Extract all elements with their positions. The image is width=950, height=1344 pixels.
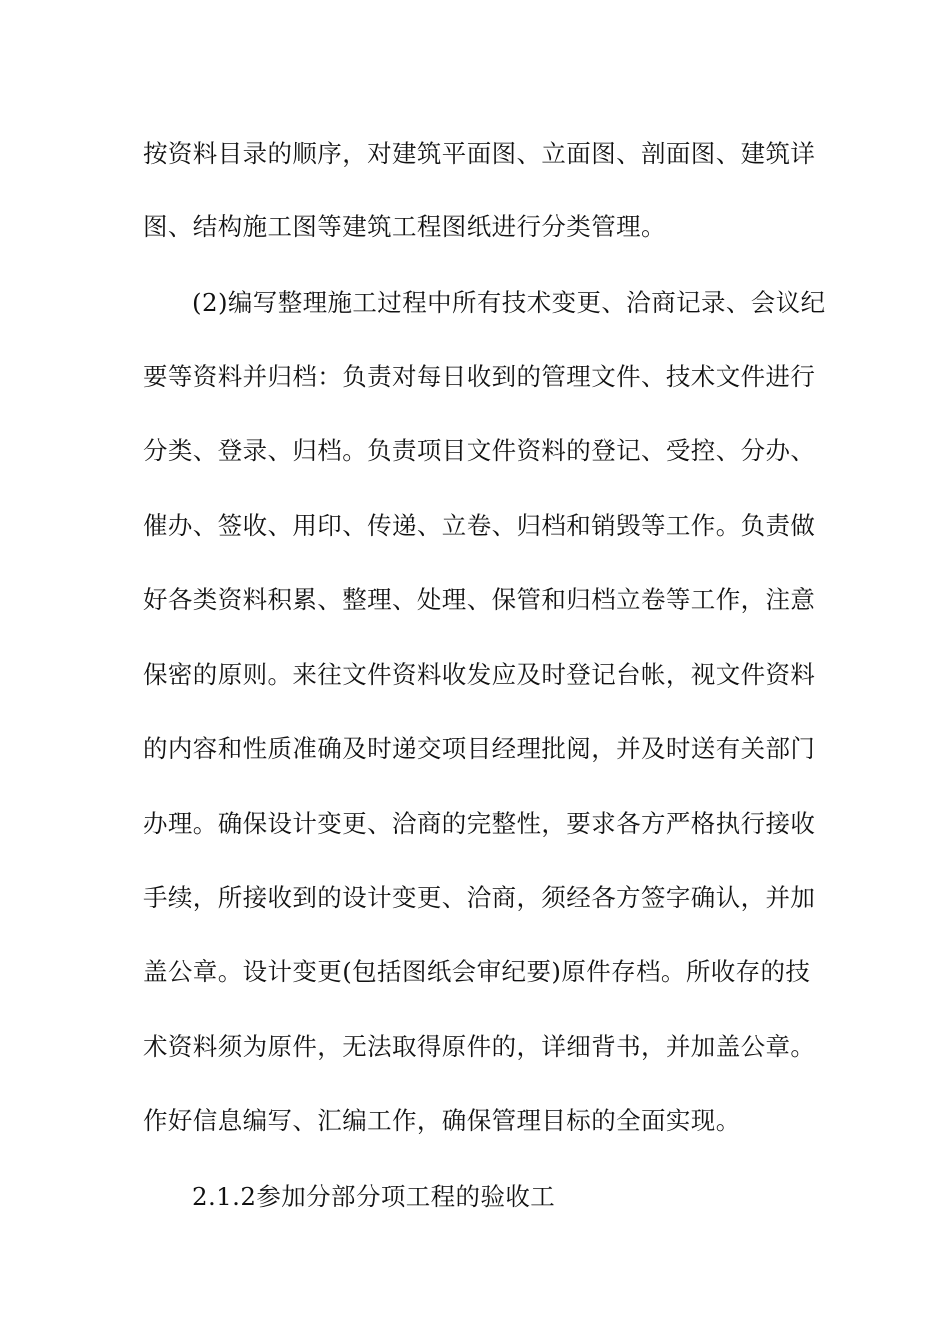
paragraph-line: 办理。确保设计变更、洽商的完整性，要求各方严格执行接收 bbox=[143, 809, 816, 838]
paragraph-line: 图、结构施工图等建筑工程图纸进行分类管理。 bbox=[143, 212, 666, 241]
paragraph-line: 好各类资料积累、整理、处理、保管和归档立卷等工作，注意 bbox=[143, 585, 816, 614]
paragraph-line: 盖公章。设计变更(包括图纸会审纪要)原件存档。所收存的技 bbox=[143, 957, 811, 986]
section-heading: 2.1.2参加分部分项工程的验收工 bbox=[192, 1182, 556, 1211]
paragraph-line: (2)编写整理施工过程中所有技术变更、洽商记录、会议纪 bbox=[192, 288, 826, 317]
paragraph-line: 分类、登录、归档。负责项目文件资料的登记、受控、分办、 bbox=[143, 436, 816, 465]
paragraph-line: 手续，所接收到的设计变更、洽商，须经各方签字确认，并加 bbox=[143, 883, 816, 912]
paragraph-line: 催办、签收、用印、传递、立卷、归档和销毁等工作。负责做 bbox=[143, 511, 816, 540]
paragraph-line: 作好信息编写、汇编工作，确保管理目标的全面实现。 bbox=[143, 1106, 741, 1135]
paragraph-line: 按资料目录的顺序，对建筑平面图、立面图、剖面图、建筑详 bbox=[143, 139, 816, 168]
paragraph-line: 的内容和性质准确及时递交项目经理批阅，并及时送有关部门 bbox=[143, 734, 816, 763]
paragraph-line: 要等资料并归档：负责对每日收到的管理文件、技术文件进行 bbox=[143, 362, 816, 391]
paragraph-line: 术资料须为原件，无法取得原件的，详细背书，并加盖公章。 bbox=[143, 1032, 816, 1061]
paragraph-line: 保密的原则。来往文件资料收发应及时登记台帐，视文件资料 bbox=[143, 660, 816, 689]
